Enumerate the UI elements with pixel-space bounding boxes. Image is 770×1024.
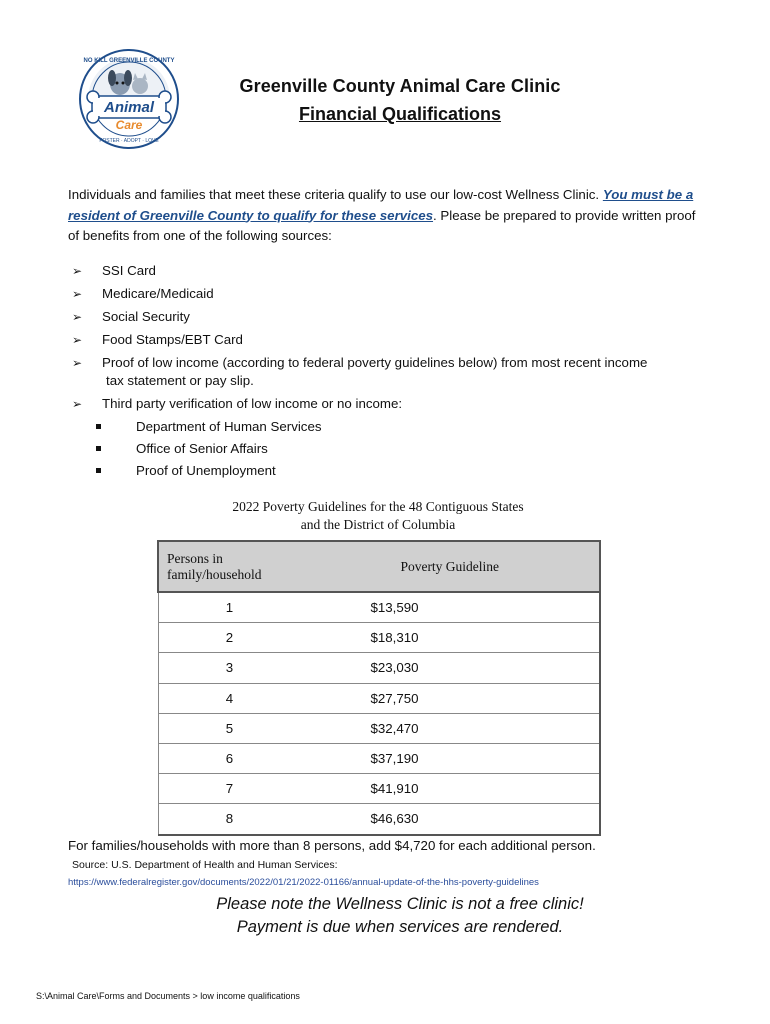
square-bullet-icon xyxy=(96,468,101,473)
intro-paragraph xyxy=(68,185,708,247)
additional-person-note: For families/households with more than 8 persons, add $4,720 for each additional person. xyxy=(68,838,596,853)
animal-care-logo xyxy=(78,48,180,150)
column-header-persons: Persons in family/household xyxy=(158,541,301,592)
table-row: 5 $32,470 xyxy=(158,713,600,743)
arrow-bullet-icon: ➢ xyxy=(72,264,83,278)
page-subtitle: Financial Qualifications xyxy=(298,104,502,124)
intro-text: Individuals and families that meet these criteria qualify to use our low-cost Wellness Clinic. xyxy=(68,187,600,202)
table-row: 6 $37,190 xyxy=(158,743,600,773)
table-row: 8 $46,630 xyxy=(158,804,600,835)
list-item: ➢ Medicare/Medicaid xyxy=(72,286,214,301)
table-row: 3 $23,030 xyxy=(158,653,600,683)
sub-list-item: Proof of Unemployment xyxy=(68,462,708,480)
column-header-guideline: Poverty Guideline xyxy=(301,541,601,592)
logo-seal-icon xyxy=(78,48,180,150)
table-row: 7 $41,910 xyxy=(158,774,600,804)
table-row: 1 $13,590 xyxy=(158,592,600,623)
svg-text:Care: Care xyxy=(115,118,143,132)
sub-list-item: Office of Senior Affairs xyxy=(68,440,708,458)
arrow-bullet-icon: ➢ xyxy=(72,356,83,370)
sub-list-item: Department of Human Services xyxy=(68,418,708,436)
payment-warning: Please note the Wellness Clinic is not a free clinic! Payment is due when services are rendered. xyxy=(216,895,584,936)
intro-text-2: . Please be prepared to provide written proof of benefits from one of the following sources: xyxy=(68,207,696,243)
svg-text:Animal: Animal xyxy=(103,99,155,116)
list-item: ➢ Food Stamps/EBT Card xyxy=(72,332,243,347)
source-link[interactable]: https://www.federalregister.gov/documents/2022/01/21/2022-01166/annual-update-of-the-hhs-poverty-guidelines xyxy=(68,877,539,888)
arrow-bullet-icon: ➢ xyxy=(72,287,83,301)
proof-sources-list xyxy=(68,262,708,484)
table-row: 4 $27,750 xyxy=(158,683,600,713)
poverty-guidelines-table xyxy=(157,540,601,836)
list-item: ➢ Proof of low income (according to federal poverty guidelines below) from most recent income tax statement or pay slip. xyxy=(72,355,648,388)
residency-requirement: You must be a resident of Greenville County to qualify for these services xyxy=(68,187,694,223)
arrow-bullet-icon: ➢ xyxy=(72,310,83,324)
table-row: 2 $18,310 xyxy=(158,623,600,653)
arrow-bullet-icon: ➢ xyxy=(72,397,83,411)
page-title: Greenville County Animal Care Clinic xyxy=(239,76,561,96)
svg-text:NO KILL GREENVILLE COUNTY: NO KILL GREENVILLE COUNTY xyxy=(83,58,175,64)
list-item: ➢ Third party verification of low income or no income: xyxy=(72,396,403,411)
svg-text:FOSTER · ADOPT · LOVE: FOSTER · ADOPT · LOVE xyxy=(99,138,159,144)
arrow-bullet-icon: ➢ xyxy=(72,333,83,347)
source-citation: Source: U.S. Department of Health and Human Services: xyxy=(72,859,338,871)
table-header-row xyxy=(158,541,600,592)
square-bullet-icon xyxy=(96,424,101,429)
list-item: ➢ SSI Card xyxy=(72,263,156,278)
table-caption: 2022 Poverty Guidelines for the 48 Contiguous States and the District of Columbia xyxy=(232,499,524,532)
square-bullet-icon xyxy=(96,446,101,451)
list-item: ➢ Social Security xyxy=(72,309,190,324)
file-path-footer: S:\Animal Care\Forms and Documents > low income qualifications xyxy=(36,991,300,1001)
